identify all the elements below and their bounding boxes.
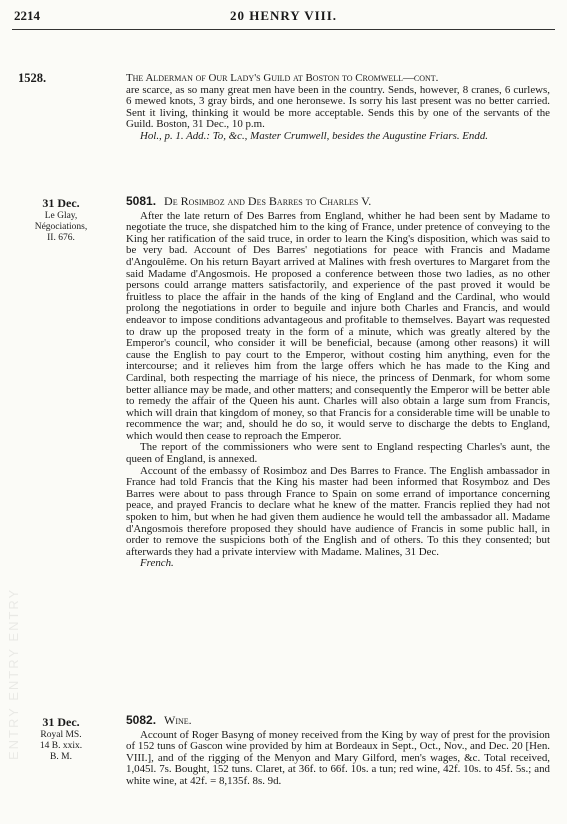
header-rule xyxy=(12,29,555,30)
entry-5081-source-1: Le Glay, xyxy=(44,211,78,221)
entry-5081-source-2: Négociations, xyxy=(34,222,88,232)
entry-5081-para-3: Account of the embassy of Rosimboz and Des Barres to France. The English ambassador in France had told Francis that the King his master had been informed that Rosymboz and Des Barres were about to pass through France to Spain on some errand of importance concerning peace, and prayed Francis to declare what he knew of the matter. Francis replied they had not spoken to him, but when he had given them audience he would tell the ambassador all. Madame d'Angosmois therefore proposed they should have audience of Francis in some public hall, in order to remove the suspicions both of the English and of others. To this they consented; but afterwards they had a private interview with Madame. Malines, 31 Dec. xyxy=(126,464,550,558)
cont-entry-title: The Alderman of Our Lady's Guild at Boston to Cromwell—cont. xyxy=(126,72,439,84)
entry-5082-source-2: 14 B. xxix. xyxy=(39,741,83,751)
cont-entry xyxy=(126,73,550,143)
entry-5082-source-1: Royal MS. xyxy=(40,730,82,740)
entry-5081-title: De Rosimboz and Des Barres to Charles V. xyxy=(164,194,372,208)
running-title: 20 HENRY VIII. xyxy=(229,8,338,23)
entry-5082-date: 31 Dec. xyxy=(42,715,80,729)
entry-5082 xyxy=(126,715,550,788)
margin-year: 1528. xyxy=(18,71,47,85)
entry-5081-para-2: The report of the commissioners who were sent to England respecting Charles's aunt, the queen of England, is annexed. xyxy=(126,441,550,466)
page-header xyxy=(0,6,567,28)
entry-5081-language: French. xyxy=(140,557,174,570)
entry-5082-source-3: B. M. xyxy=(50,752,72,762)
entry-5081-para-1: After the late return of Des Barres from England, whither he had been sent by Madame to negotiate the truce, she dispatched him to the king of France, under pretence of conveying to the King her ratification of the said truce, in order to learn the King's disposition, which was said to be very bad. Account of Des Barres' negotiations for peace with Francis and Madame d'Angoulême. On his return Bayart arrived at Malines with fresh overtures to Margaret from the said Madame d'Angosmois. He proposed a conference between those two ladies, as no other persons could arrange matters satisfactorily, and experience of the past proved it would be fruitless to place the affair in the hands of the king of England and the Cardinal, who would prolong the negotiations in order to beguile and injure both Charles and Francis, and would endeavor to impose conditions advantageous and profitable to themselves. Bayart was requested to draw up the proposed treaty in the form of a minute, which was greatly altered by the Emperor's council, who consider it will be beneficial, because (among other reasons) it will cause the English to pay court to the Emperor, without costing him anything, even for the intercourse; and it relieves him from the large offers which he has made to the King and Cardinal, both respecting the marriage of his niece, the princess of Denmark, for whom some better alliance may be made, and other matters; and consequently the Emperor will be better able to remedy the affair of the Queen his aunt. Charles will also obtain a large sum from Francis, which will drain that kingdom of money, so that Francis for a considerable time will be unable to recommence the war; and, should he do so, it would serve to discharge the debts to England, which would then cease to reproach the Emperor. xyxy=(126,209,550,442)
entry-5081-heading xyxy=(126,196,550,208)
page-number: 2214 xyxy=(14,8,40,23)
entry-5081 xyxy=(126,196,550,570)
entry-5081-margin xyxy=(10,197,112,244)
entry-5082-heading xyxy=(126,715,550,727)
entry-5082-margin xyxy=(10,716,112,763)
watermark: ENTRY ENTRY ENTRY xyxy=(6,587,21,760)
entry-5082-title: Wine. xyxy=(164,713,192,727)
cont-entry-meta: Hol., p. 1. Add.: To, &c., Master Crumwell, besides the Augustine Friars. Endd. xyxy=(140,129,488,142)
entry-5081-source-3: II. 676. xyxy=(47,233,75,243)
entry-5081-number: 5081. xyxy=(126,194,157,208)
entry-5082-number: 5082. xyxy=(126,713,157,727)
entry-5081-date: 31 Dec. xyxy=(42,196,80,210)
cont-entry-text: are scarce, as so many great men have been in the country. Sends, however, 8 cranes, 6 curlews, 6 mewed knots, 3 gray birds, and one heronsewe. Is sorry his last present was no better carried. Sent it living, thinking it would be more acceptable. Sends this by one of the servants of the Guild. Boston, 31 Dec., 10 p.m. xyxy=(126,83,550,131)
entry-5082-text: Account of Roger Basyng of money received from the King by way of prest for the provision of 152 tuns of Gascon wine provided by him at Bordeaux in Sept., Oct., Nov., and Dec. 20 [Hen. VIII.], and of the rigging of the Menyon and Mary Gilford, men's wages, &c. Total received, 1,045l. 7s. Bought, 152 tuns. Claret, at 36f. to 66f. 10s. a tun; red wine, 42f. 10s. to 45f. 5s.; and white wine, at 42f. = 8,135f. 8s. 9d. xyxy=(126,728,550,787)
